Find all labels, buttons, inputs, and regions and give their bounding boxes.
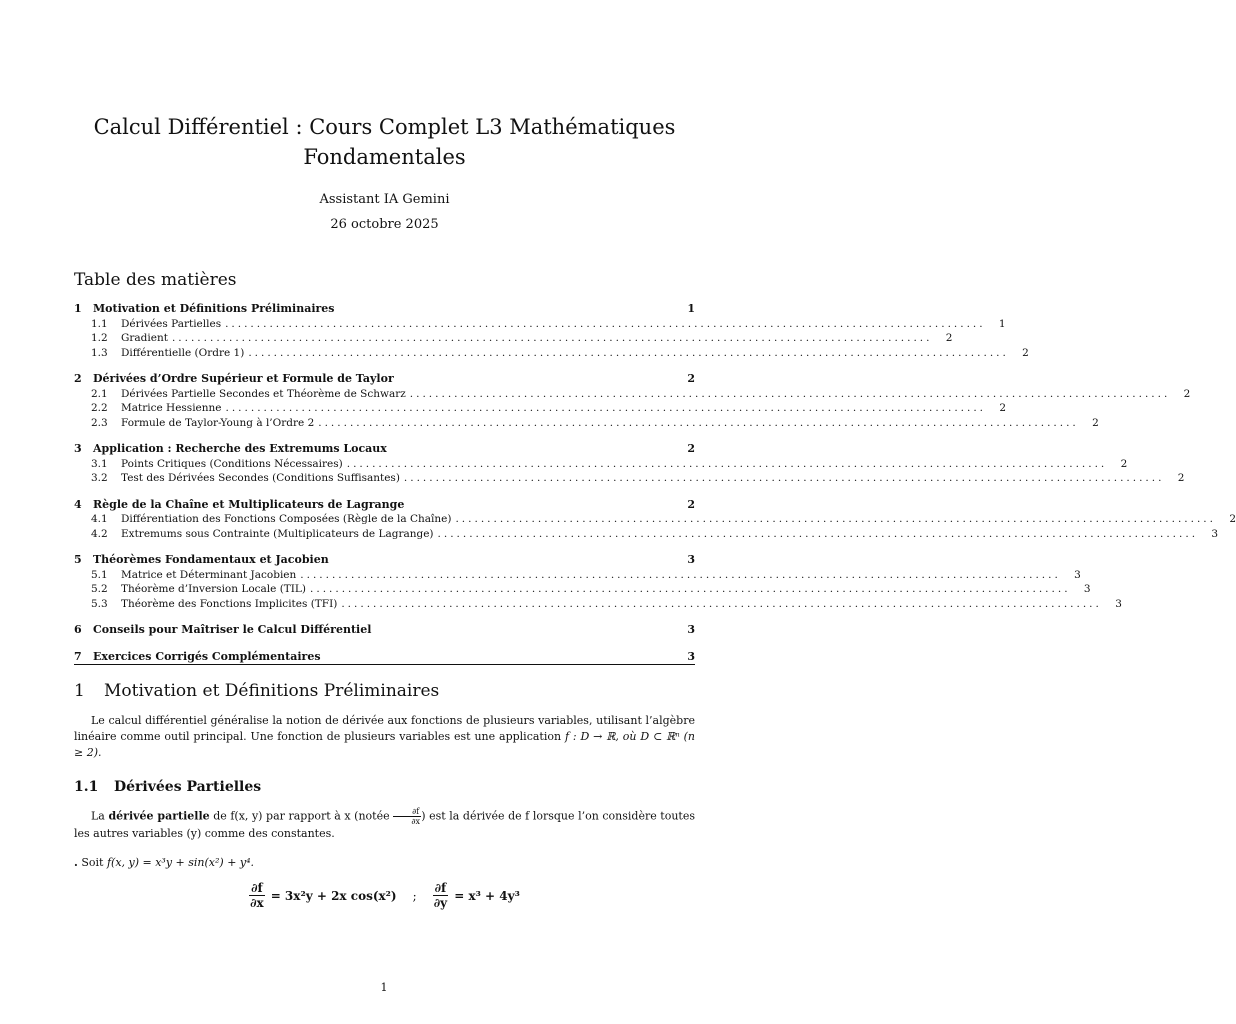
toc-subsection-3.1[interactable]	[74, 457, 1128, 472]
toc-leader-dots: ........................................................................................................................	[171, 332, 933, 344]
toc-section-1[interactable]	[74, 302, 695, 317]
toc-leader-dots: ........................................................................................................................	[248, 346, 1009, 359]
subsection-title: Dérivées Partielles	[114, 779, 262, 795]
toc-section-page: 1	[687, 302, 695, 315]
toc-subsection-4.2[interactable]	[74, 527, 1219, 542]
toc-leader-dots: ........................................................................................................................	[225, 402, 987, 414]
toc-section-3[interactable]	[74, 442, 695, 457]
toc-subsection-page: 3	[1083, 583, 1091, 595]
result2-rhs: = x³ + 4y³	[454, 888, 520, 903]
toc-subsection-number: 2.2	[91, 402, 108, 414]
toc-subsection-page: 3	[1211, 527, 1219, 540]
toc-subsection-page: 2	[1022, 346, 1029, 359]
toc-subsection-page: 2	[945, 332, 953, 344]
result2-fraction: $\frac{\partial f}{\partial y}$	[433, 881, 448, 910]
toc-subsection-title: Dérivées Partielles	[121, 317, 222, 330]
toc-subsection-number: 3.1	[91, 457, 108, 470]
subsection-heading	[74, 779, 695, 795]
intro-math: f : D → ℝ, où D ⊂ ℝⁿ (n ≥ 2).	[74, 730, 696, 759]
toc-section-number: 3	[74, 442, 82, 455]
page-number: 1	[380, 981, 388, 994]
toc-section-2[interactable]	[74, 372, 695, 387]
toc-section-title: Dérivées d’Ordre Supérieur et Formule de Taylor	[93, 372, 394, 385]
result1-fraction: $\frac{\partial f}{\partial x}$	[250, 881, 264, 910]
toc-subsection-title: Différentiation des Fonctions Composées (Règle de la Chaîne)	[121, 513, 452, 525]
toc-subsection-title: Points Critiques (Conditions Nécessaires)	[121, 457, 343, 470]
intro-text: Le calcul différentiel généralise la notion de dérivée aux fonctions de plusieurs variables, utilisant l’algèbre linéaire comme outil principal. Une fonction de plusieurs variables est une application	[74, 714, 695, 743]
toc-subsection-title: Théorème d’Inversion Locale (TIL)	[121, 583, 307, 595]
toc-subsection-number: 2.3	[91, 416, 108, 429]
toc-section-title: Règle de la Chaîne et Multiplicateurs de Lagrange	[93, 497, 405, 511]
toc-section-number: 7	[74, 649, 82, 663]
toc-subsection-1.1[interactable]	[74, 317, 1006, 332]
toc-section-6[interactable]	[74, 623, 695, 638]
toc-subsection-5.1[interactable]	[74, 568, 1081, 583]
toc-leader-dots: ........................................................................................................................	[346, 457, 1108, 470]
toc-leader-dots: ........................................................................................................................	[437, 527, 1199, 540]
toc-subsection-page: 2	[1183, 387, 1191, 400]
toc-section-title: Motivation et Définitions Préliminaires	[93, 302, 335, 315]
toc-leader-dots: ........................................................................................................................	[310, 583, 1071, 595]
toc-section-title: Application : Recherche des Extremums Locaux	[93, 442, 387, 455]
toc-subsection-number: 5.1	[91, 568, 108, 581]
example-function: f(x, y) = x³y + sin(x²) + y⁴.	[106, 856, 255, 869]
toc-subsection-page: 3	[1115, 597, 1122, 610]
result1-rhs: = 3x²y + 2x cos(x²)	[270, 888, 397, 903]
def-part2: ) est la dérivée de f lorsque l’on considère toutes les autres variables (y) comme des constantes.	[74, 809, 695, 840]
toc-subsection-number: 5.3	[91, 597, 108, 610]
toc-subsection-number: 5.2	[91, 583, 108, 595]
toc-subsection-1.3[interactable]	[74, 346, 1029, 361]
definition-paragraph	[74, 807, 695, 842]
example-label: Soit	[81, 856, 104, 869]
toc-subsection-5.3[interactable]	[74, 597, 1122, 612]
section-number: 1	[74, 681, 85, 701]
toc-section-title: Théorèmes Fondamentaux et Jacobien	[93, 553, 329, 566]
toc-subsection-title: Matrice et Déterminant Jacobien	[121, 568, 297, 581]
toc-leader-dots: ........................................................................................................................	[455, 513, 1216, 525]
toc-leader-dots: ........................................................................................................................	[225, 317, 986, 330]
document-author: Assistant IA Gemini	[319, 192, 450, 207]
partial-notation: $\frac{\partial f}{\partial x}$	[393, 807, 421, 826]
toc-subsection-page: 2	[1120, 457, 1128, 470]
def-term: dérivée partielle	[108, 809, 210, 823]
toc-subsection-number: 1.1	[91, 317, 108, 330]
toc-subsection-2.2[interactable]	[74, 401, 1007, 416]
example-bullet: .	[74, 856, 78, 869]
toc-subsection-title: Dérivées Partielle Secondes et Théorème de Schwarz	[121, 387, 406, 400]
toc-subsection-page: 3	[1074, 568, 1081, 581]
toc-leader-dots: ........................................................................................................................	[318, 416, 1079, 429]
toc-subsection-number: 3.2	[91, 472, 108, 484]
toc-section-title: Conseils pour Maîtriser le Calcul Différentiel	[93, 623, 372, 636]
section-title: Motivation et Définitions Préliminaires	[104, 681, 440, 701]
toc-subsection-title: Extremums sous Contrainte (Multiplicateurs de Lagrange)	[121, 527, 434, 540]
toc-leader-dots: ........................................................................................................................	[300, 568, 1061, 581]
toc-section-title: Exercices Corrigés Complémentaires	[93, 649, 321, 663]
toc-subsection-number: 1.3	[91, 346, 108, 359]
toc-section-number: 5	[74, 553, 82, 566]
toc-section-page: 3	[687, 649, 695, 663]
toc-section-4[interactable]	[74, 498, 695, 513]
toc-section-page: 2	[687, 372, 695, 385]
toc-subsection-page: 2	[1092, 416, 1099, 429]
def-part1: de f(x, y) par rapport à x (notée	[213, 809, 390, 823]
toc-subsection-number: 2.1	[91, 387, 108, 400]
toc-section-number: 4	[74, 497, 82, 511]
toc-subsection-page: 1	[998, 317, 1006, 330]
toc-subsection-title: Test des Dérivées Secondes (Conditions Suffisantes)	[121, 472, 400, 484]
def-lead: La	[91, 809, 105, 823]
toc-leader-dots: ........................................................................................................................	[341, 597, 1102, 610]
toc-subsection-title: Différentielle (Ordre 1)	[121, 346, 245, 359]
toc-subsection-number: 1.2	[91, 332, 108, 344]
toc-subsection-page: 2	[999, 402, 1007, 414]
toc-subsection-number: 4.2	[91, 527, 108, 540]
section-heading	[74, 681, 695, 701]
toc-section-number: 2	[74, 372, 82, 385]
page	[74, 0, 1236, 910]
toc-leader-dots: ........................................................................................................................	[403, 472, 1165, 484]
toc-subsection-5.2[interactable]	[74, 582, 1091, 597]
document-date: 26 octobre 2025	[330, 217, 439, 232]
toc-section-7[interactable]	[74, 650, 695, 666]
toc-section-page: 2	[687, 442, 695, 455]
toc-subsection-title: Gradient	[121, 332, 168, 344]
intro-paragraph	[74, 713, 695, 761]
toc-subsection-title: Théorème des Fonctions Implicites (TFI)	[121, 597, 338, 610]
toc-subsection-3.2[interactable]	[74, 471, 1185, 486]
toc-section-page: 3	[687, 623, 695, 636]
toc-section-page: 2	[687, 497, 695, 511]
example-line	[74, 856, 695, 869]
document-title: Calcul Différentiel : Cours Complet L3 Mathématiques Fondamentales	[93, 115, 676, 169]
toc-section-5[interactable]	[74, 553, 695, 568]
subsection-number: 1.1	[74, 779, 99, 795]
toc-subsection-title: Matrice Hessienne	[121, 402, 222, 414]
toc-section-page: 3	[687, 553, 695, 566]
table-of-contents	[74, 302, 1236, 665]
toc-section-number: 6	[74, 623, 82, 636]
toc-subsection-1.2[interactable]	[74, 331, 953, 346]
toc-subsection-page: 2	[1229, 513, 1236, 525]
toc-section-number: 1	[74, 302, 82, 315]
toc-subsection-number: 4.1	[91, 513, 108, 525]
toc-subsection-page: 2	[1177, 472, 1185, 484]
toc-subsection-2.3[interactable]	[74, 416, 1099, 431]
toc-subsection-title: Formule de Taylor-Young à l’Ordre 2	[121, 416, 315, 429]
toc-heading: Table des matières	[74, 270, 237, 290]
toc-subsection-4.1[interactable]	[74, 512, 1236, 527]
toc-leader-dots: ........................................................................................................................	[409, 387, 1171, 400]
derivative-results	[74, 881, 695, 910]
toc-subsection-2.1[interactable]	[74, 387, 1191, 402]
result-separator: ;	[412, 888, 417, 903]
